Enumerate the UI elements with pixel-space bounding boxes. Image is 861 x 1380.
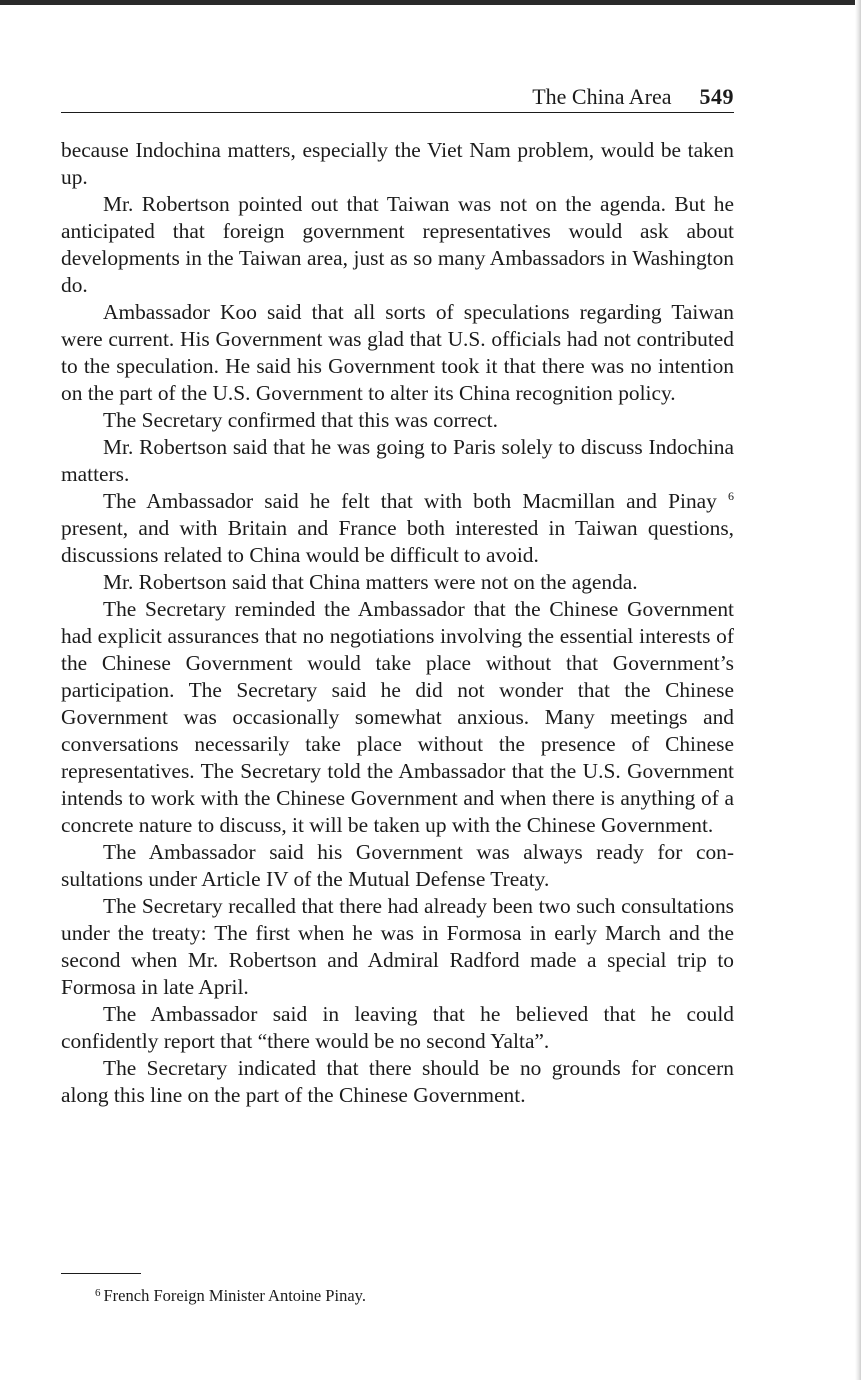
page-number: 549 bbox=[699, 84, 734, 109]
paragraph: The Secretary confirmed that this was correct. bbox=[103, 408, 498, 432]
paragraph: The Ambassador said in leaving that he believed that he could confidently report that “there would be no second Yalta”. bbox=[61, 1002, 734, 1053]
paragraph: The Secretary indicated that there should be no grounds for concern along this line on the part of the Chinese Government. bbox=[61, 1056, 734, 1107]
paragraph-with-footnote bbox=[61, 488, 734, 569]
paragraph-text-after-note: present, and with Britain and France both interested in Taiwan questions, discussions related to China would be difficult to avoid. bbox=[61, 516, 734, 567]
paragraph: because Indochina matters, especially the Viet Nam problem, would be taken up. bbox=[61, 138, 734, 189]
scan-top-edge bbox=[0, 0, 861, 5]
scan-right-edge bbox=[855, 0, 861, 1380]
paragraph-text-before-note: The Ambassador said he felt that with both Macmillan and Pinay bbox=[103, 489, 717, 513]
footnote-marker: 6 bbox=[95, 1287, 101, 1299]
footnote-text: French Foreign Minister Antoine Pinay. bbox=[103, 1286, 366, 1305]
body-text bbox=[61, 137, 734, 1109]
paragraph: The Ambassador said his Government was always ready for consultations under Article IV of the Mutual Defense Treaty. bbox=[61, 840, 734, 891]
footnote bbox=[95, 1282, 366, 1307]
running-head-title: The China Area bbox=[532, 84, 672, 109]
paragraph: Mr. Robertson said that China matters were not on the agenda. bbox=[103, 570, 638, 594]
paragraph: The Secretary reminded the Ambassador that the Chinese Government had explicit assurances that no negotiations involving the essential interests of the Chinese Government would take place without that Government’s participation. The Secretary said he did not wonder that the Chinese Government was occasionally somewhat anxious. Many meetings and conversations necessarily take place without the presence of Chinese representatives. The Secretary told the Ambassador that the U.S. Government intends to work with the Chinese Government and when there is anything of a concrete nature to discuss, it will be taken up with the Chinese Government. bbox=[61, 597, 734, 837]
paragraph: Mr. Robertson said that he was going to Paris solely to discuss Indochina matters. bbox=[61, 435, 734, 486]
paragraph: Mr. Robertson pointed out that Taiwan was not on the agenda. But he anticipated that foreign government representatives would ask about developments in the Taiwan area, just as so many Ambassadors in Washington do. bbox=[61, 192, 734, 297]
paragraph: The Secretary recalled that there had already been two such consultations under the treaty: The first when he was in Formosa in early March and the second when Mr. Robertson and Admiral Radford made a special trip to Formosa in late April. bbox=[61, 894, 734, 999]
footnote-reference: 6 bbox=[728, 489, 734, 503]
footnote-separator bbox=[61, 1273, 141, 1274]
running-head bbox=[61, 84, 734, 113]
paragraph: Ambassador Koo said that all sorts of speculations regarding Taiwan were current. His Government was glad that U.S. officials had not contributed to the speculation. He said his Government took it that there was no intention on the part of the U.S. Government to alter its China recognition policy. bbox=[61, 300, 734, 405]
